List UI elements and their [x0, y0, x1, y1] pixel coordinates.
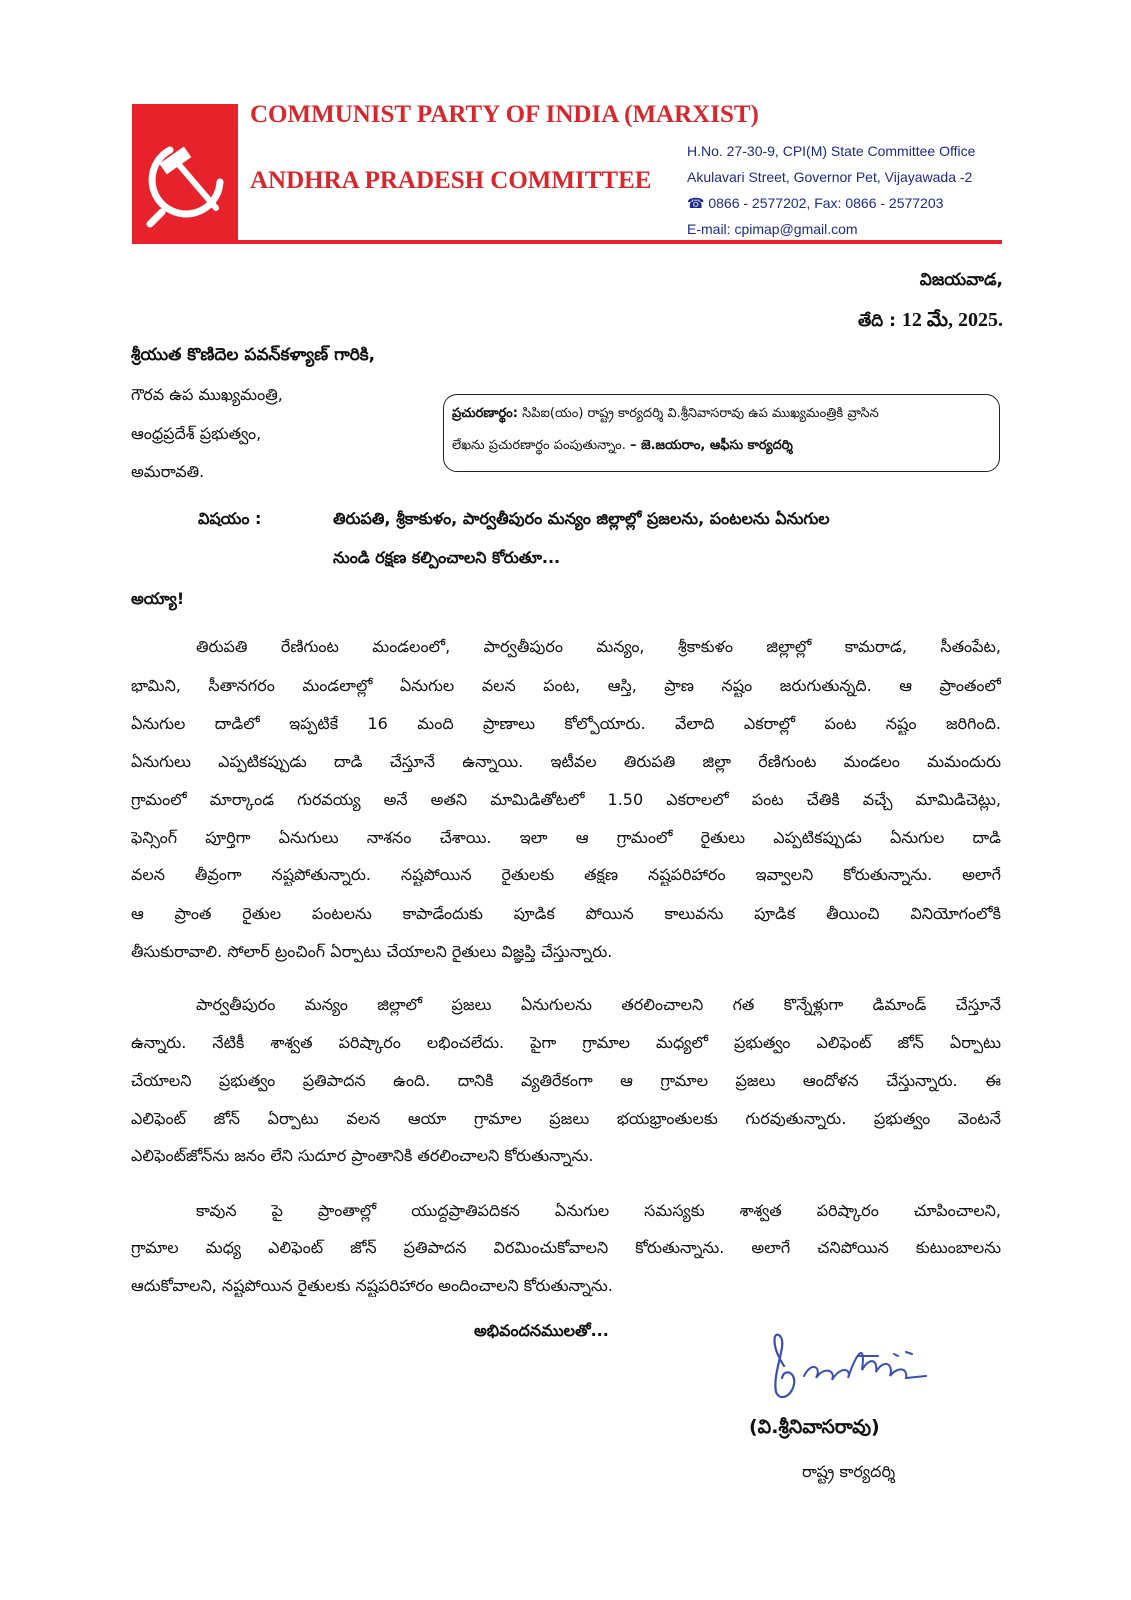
body-line: ఉన్నారు. నేటికీ శాశ్వత పరిష్కారం లభించలేదు. పైగా గ్రామాల మధ్యలో ప్రభుత్వం ఎలిఫెంట్ జోన్ ఏర్పాటు	[131, 1033, 1001, 1052]
addressee-name: శ్రీయుత కొణిదెల పవన్‌కళ్యాణ్ గారికి,	[131, 345, 376, 365]
body-line: తీసుకురావాలి. సోలార్ ట్రంచింగ్ ఏర్పాటు చేయాలని రైతులు విజ్ఞప్తి చేస్తున్నారు.	[131, 942, 613, 961]
subject-label: విషయం :	[198, 509, 262, 528]
body-line: ఫెన్సింగ్ పూర్తిగా ఏనుగులు నాశనం చేశాయి. ఇలా ఆ గ్రామంలో రైతులు ఎప్పటికప్పుడు ఏనుగుల దాడి	[131, 828, 1001, 847]
letterhead-divider	[132, 240, 1002, 244]
publication-text-1: సిపిఐ(యం) రాష్ట్ర కార్యదర్శి వి.శ్రీనివాసరావు ఉప ముఖ్యమంత్రికి వ్రాసిన	[517, 406, 879, 421]
letter-place: విజయవాడ,	[919, 270, 1003, 290]
body-line: తిరుపతి రేణిగుంట మండలంలో, పార్వతీపురం మన్యం, శ్రీకాకుళం జిల్లాల్లో కామరాడ, సీతంపేట,	[196, 637, 1001, 656]
addressee-line-3: అమరావతి.	[131, 462, 205, 481]
body-line: చేయాలని ప్రభుత్వం ప్రతిపాదన ఉంది. దానికి వ్యతిరేకంగా ఆ గ్రామాల ప్రజలు ఆందోళన చేస్తున్నారు. ఈ	[131, 1071, 1001, 1090]
body-line: పార్వతీపురం మన్యం జిల్లాలో ప్రజలు ఏనుగులను తరలించాలని గత కొన్నేళ్లుగా డిమాండ్ చేస్తూనే	[196, 995, 1001, 1014]
date-value: 12 మే, 2025.	[901, 309, 1003, 331]
body-line: ఏనుగుల దాడిలో ఇప్పటికే 16 మంది ప్రాణాలు కోల్పోయారు. వేలాది ఎకరాల్లో పంట నష్టం జరిగింది.	[131, 714, 1001, 733]
body-line: ఆ ప్రాంత రైతుల పంటలను కాపాడేందుకు పూడిక పోయిన కాలువను పూడిక తీయించి వినియోగంలోకి	[131, 904, 1001, 923]
addressee-line-2: ఆంధ్రప్రదేశ్ ప్రభుత్వం,	[131, 424, 262, 443]
email-line: E-mail: cpimap@gmail.com	[687, 221, 858, 237]
publication-note-line-2	[452, 438, 793, 456]
phone-fax-line	[687, 195, 943, 212]
address-line-2: Akulavari Street, Governor Pet, Vijayawada -2	[687, 169, 973, 185]
salutation: అయ్యా!	[131, 589, 185, 608]
party-name: COMMUNIST PARTY OF INDIA (MARXIST)	[250, 101, 759, 128]
body-line: కావున పై ప్రాంతాల్లో యుద్ధప్రాతిపదికన ఏనుగుల సమస్యకు శాశ్వత పరిష్కారం చూపించాలని,	[196, 1201, 1001, 1220]
closing-greeting: అభివందనములతో...	[474, 1321, 609, 1340]
body-line: ఎలిఫెంట్‌జోన్‌ను జనం లేని సుదూర ప్రాంతానికి తరలించాలని కోరుతున్నాను.	[131, 1146, 594, 1165]
subject-line-2: నుండి రక్షణ కల్పించాలని కోరుతూ...	[333, 548, 561, 567]
body-line: గ్రామంలో మార్కాండ గురవయ్య అనే అతని మామిడితోటలో 1.50 ఎకరాలలో పంట చేతికి వచ్చే మామిడిచెట్లు,	[131, 790, 1001, 809]
state-committee-name: ANDHRA PRADESH COMMITTEE	[250, 167, 652, 194]
body-line: గ్రామాల మధ్య ఎలిఫెంట్ జోన్ ప్రతిపాదన విరమించుకోవాలని కోరుతున్నాను. అలాగే చనిపోయిన కుటుంబాలను	[131, 1238, 1001, 1257]
publication-note-line-1	[452, 406, 879, 424]
phone-icon: ☎	[687, 195, 705, 211]
handwritten-signature	[766, 1326, 946, 1410]
date-label: తేది :	[857, 311, 896, 331]
address-line-1: H.No. 27-30-9, CPI(M) State Committee Office	[687, 143, 976, 159]
signer-title: రాష్ట్ర కార్యదర్శి	[802, 1462, 896, 1481]
publication-sender: – జె.జయరాం, ఆఫీసు కార్యదర్శి	[630, 438, 793, 453]
body-line: ఏనుగులు ఎప్పటికప్పుడు దాడి చేస్తూనే ఉన్నాయి. ఇటీవల తిరుపతి జిల్లా రేణిగుంట మండలం మమందురు	[131, 752, 1001, 771]
letter-date	[858, 309, 1003, 336]
body-line: ఎలిఫెంట్ జోన్ ఏర్పాటు వలన ఆయా గ్రామాల ప్రజలు భయభ్రాంతులకు గురవుతున్నారు. ప్రభుత్వం వెంటనే	[131, 1109, 1001, 1128]
body-line: వలన తీవ్రంగా నష్టపోతున్నారు. నష్టపోయిన రైతులకు తక్షణ నష్టపరిహారం ఇవ్వాలని కోరుతున్నాను. అలాగే	[131, 865, 1001, 884]
publication-label: ప్రచురణార్థం:	[452, 406, 518, 421]
signer-name: (వి.శ్రీనివాసరావు)	[749, 1416, 880, 1438]
party-logo	[132, 104, 238, 244]
body-line: భామిని, సీతానగరం మండలాల్లో ఏనుగుల వలన పంట, ఆస్తి, ప్రాణ నష్టం జరుగుతున్నది. ఆ ప్రాంతంలో	[131, 676, 1001, 695]
hammer-sickle-icon	[132, 104, 238, 244]
publication-text-2: లేఖను ప్రచురణార్థం పంపుతున్నాం.	[452, 438, 631, 453]
body-line: ఆదుకోవాలని, నష్టపోయిన రైతులకు నష్టపరిహారం అందించాలని కోరుతున్నాను.	[131, 1276, 613, 1295]
phone-fax-text: 0866 - 2577202, Fax: 0866 - 2577203	[708, 195, 944, 211]
subject-line-1: తిరుపతి, శ్రీకాకుళం, పార్వతీపురం మన్యం జిల్లాల్లో ప్రజలను, పంటలను ఏనుగుల	[333, 509, 830, 528]
addressee-line-1: గౌరవ ఉప ముఖ్యమంత్రి,	[131, 385, 283, 404]
